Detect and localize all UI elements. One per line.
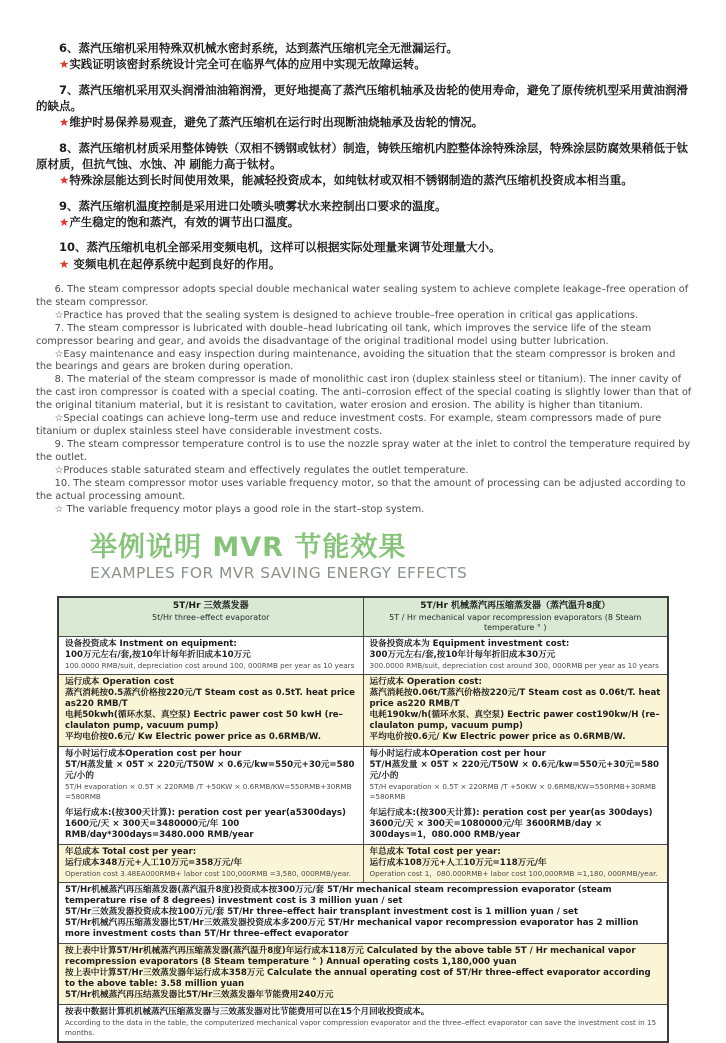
feature-text (36, 40, 692, 56)
star-icon: ★ (59, 115, 70, 130)
table-header-mvr (363, 597, 668, 637)
cn-feature-item-10 (36, 239, 692, 272)
star-icon: ★ (59, 57, 70, 72)
english-paragraph: 9. The steam compressor temperature control is to use the nozzle spray water at the inlet to control the temperature required by the outlet. (36, 439, 691, 463)
feature-main-text: 10、蒸汽压缩机电机全部采用变频电机，这样可以根据实际处理量来调节处理量大小。 (59, 240, 501, 255)
table-header-three-effect (58, 597, 363, 637)
section-heading (36, 533, 692, 583)
cell-line: 5T/Hr三效蒸发器投资成本按100万元/套 5T/Hr three–effect hair transplant investment cost is 1 million yuan / set (65, 907, 578, 918)
cell-line: 运行成本348万元+人工10万元=358万元/年 (65, 858, 243, 869)
feature-note-text: 实践证明该密封系统设计完全可在临界气体的应用中实现无故障运转。 (69, 57, 426, 72)
cell-line: 年运行成本:(按300天计算): peration cost per year(a5300days) (65, 808, 346, 819)
cell-line: 年总成本 Total cost per year: (65, 847, 197, 858)
cell-total-three-effect (58, 845, 363, 883)
cell-line: 3600元/天 × 300天=1080000元/年 3600RMB/day × 300days=1，080.000 RMB/year (369, 819, 603, 841)
cell-line: 电耗50kwh(循环水泵、真空泵) Eectric pawer cost 50 kwH (re–claulaton pump, vacuum pump) (65, 710, 343, 731)
feature-note (36, 172, 692, 188)
cell-line: 5T/H蒸发量 × 05T × 220元/T50W × 0.6元/kw=550元+30元=580元/小的 (65, 760, 355, 781)
feature-note (36, 214, 692, 230)
feature-text (36, 239, 692, 255)
row-payback-conclusion (58, 1005, 668, 1042)
cell-line: 100.0000 RMB/suit, depreciation cost around 100, 000RMB per year as 10 years (65, 661, 355, 671)
cell-line: 5T/H evaporation × 0.5T × 220RMB /T +50KW × 0.6RMB/KW=550RMB+30RMB =580RMB (369, 782, 656, 801)
cell-operation-three-effect (58, 675, 363, 747)
row-equipment-investment (58, 637, 668, 675)
cell-line: 设备投资成本为 Equipment investment cost: (369, 639, 570, 650)
cell-line: 每小时运行成本Operation cost per hour (369, 749, 546, 759)
english-paragraph: ☆Special coatings can achieve long–term use and reduce investment costs. For example, steam compressors made of pure titanium or duplex stainless steel have considerable investment costs. (36, 413, 662, 438)
feature-note-text: 特殊涂层能达到长时间使用效果，能减轻投资成本，如纯钛材或双相不锈钢制造的蒸汽压缩机投资成本相当重。 (69, 173, 633, 188)
header-en-text: 5t/Hr three–effect evaporator (152, 612, 270, 622)
header-cn-text: 5T/Hr 机械蒸汽再压缩蒸发器（蒸汽温升8度） (420, 600, 611, 611)
feature-main-text: 9、蒸汽压缩机温度控制是采用进口处喷头喷雾状水来控制出口要求的温度。 (59, 198, 447, 213)
english-paragraph: ☆Produces stable saturated steam and effectively regulates the outlet temperature. (54, 464, 469, 476)
feature-text (36, 140, 692, 173)
cell-line: 按上表中计算5T/Hr机械蒸汽再压缩蒸发器(蒸汽温升8度)年运行成本118万元 Calculated by the above table 5T / Hr mechanical vapor recompression evaporators (8 Steam temperature ° ) Annual operating costs 1,180,000 yuan (65, 946, 636, 968)
cell-line: Operation cost 3.48EA000RMB+ labor cost 100,000RMB =3,580, 000RMB/year. (65, 869, 351, 879)
cell-line: 按上表中计算5T/Hr三效蒸发器年运行成本358万元 Calculate the annual operating cost of 5T/Hr three–effect evaporator according to the above table: 3.58 million yuan (65, 968, 651, 990)
cell-total-mvr (363, 845, 668, 883)
feature-main-text: 7、蒸汽压缩机采用双头润滑油油箱润滑，更好地提高了蒸汽压缩机轴承及齿轮的使用寿命，避免了原传统机型采用黄油润滑的缺点。 (36, 82, 688, 113)
cell-line: 每小时运行成本Operation cost per hour (65, 749, 242, 759)
feature-note-text: 变频电机在起停系统中起到良好的作用。 (69, 256, 281, 271)
cell-payback-conclusion (58, 1005, 668, 1042)
row-operation-cost (58, 675, 668, 747)
english-paragraph: 7. The steam compressor is lubricated with double–head lubricating oil tank, which improves the service life of the steam compressor bearing and gear, and avoids the disadvantage of the original traditional model using butter lubrication. (36, 322, 652, 347)
cell-annual-cost-comparison (58, 944, 668, 1005)
header-cn-text: 5T/Hr 三效蒸发器 (172, 600, 249, 611)
table-header-row (58, 597, 668, 637)
cell-investment-comparison (58, 883, 668, 944)
cell-line: 5T/Hr机械蒸汽再压缩蒸发器(蒸汽温升8度)投资成本按300万元/套 5T/Hr mechanical steam recompression evaporator (steam temperature rise of 8 degrees) investment cost is 3 million yuan / set (65, 885, 612, 907)
feature-main-text: 8、蒸汽压缩机材质采用整体铸铁（双相不锈钢或钛材）制造，铸铁压缩机内腔整体涂特殊涂层，特殊涂层防腐效果稍低于钛原材质，但抗气蚀、水蚀、冲 刷能力高于钛材。 (36, 140, 688, 171)
feature-note-text: 维护时易保养易观查，避免了蒸汽压缩机在运行时出现断油烧轴承及齿轮的情况。 (69, 115, 484, 130)
english-paragraph: 10. The steam compressor motor uses variable frequency motor, so that the amount of processing can be adjusted according to the actual processing amount. (36, 477, 686, 502)
cn-feature-item-7 (36, 82, 692, 131)
cell-line: 运行成本 Operation cost: (369, 677, 482, 687)
cn-feature-item-9 (36, 198, 692, 231)
header-en-text: 5T / Hr mechanical vapor recompression evaporators (8 Steam temperature ° ) (389, 612, 642, 632)
cell-line: 运行成本 Operation cost (65, 677, 174, 687)
cell-line: 300万元左右/套,按10年计每年折旧成本30万元 (369, 650, 556, 661)
mvr-comparison-table (57, 596, 669, 1043)
cell-investment-three-effect (58, 637, 363, 675)
cell-hourly-mvr (363, 747, 668, 845)
feature-text (36, 198, 692, 214)
cell-line: 蒸汽消耗按0.06t/T蒸汽价格按220元/T Steam cost as 0.06t/T. heat price as220 RMB/T (369, 688, 661, 709)
star-icon: ★ (59, 256, 70, 271)
cell-hourly-three-effect (58, 747, 363, 845)
star-icon: ★ (59, 173, 70, 188)
cell-line: 5T/Hr机械汽再压缩蒸发器比5T/Hr三效蒸发器投资成本多200万元 5T/Hr mechanical vapor recompression evaporator has 2 million more investment costs than 5T/Hr three–effect evaporator (65, 918, 639, 940)
cell-line: 5T/Hr机械蒸汽再压结蒸发器比5T/Hr三效蒸发器年节能费用240万元 (65, 990, 334, 1001)
english-paragraph: 6. The steam compressor adopts special double mechanical water sealing system to achieve complete leakage–free operation of the steam compressor. (36, 283, 689, 308)
cell-line: 按表中数据计算机机械蒸汽压缩蒸发器与三效蒸发器对比节能费用可以在15个月回收投资成本。 (65, 1007, 430, 1018)
feature-note (36, 56, 692, 72)
feature-note (36, 256, 692, 272)
english-paragraph: 8. The material of the steam compressor is made of monolithic cast iron (duplex stainless steel or titanium). The inner cavity of the cast iron compressor is coated with a special coating. The anti–corrosion effect of the special coating is slightly lower than that of the original titanium material, but it is resistant to cavitation, water erosion and erosion. The ability is higher than titanium. (36, 374, 692, 412)
section-title-cn: 举例说明 MVR 节能效果 (90, 531, 407, 563)
cell-line: 年总成本 Total cost per year: (369, 847, 501, 858)
cell-line: 蒸汽消耗按0.5蒸汽价格按220元/T Steam cost as 0.5tT. heat price as220 RMB/T (65, 688, 355, 709)
cn-feature-item-6 (36, 40, 692, 73)
cell-investment-mvr (363, 637, 668, 675)
english-translation-block (36, 284, 692, 517)
cell-line: 5T/H蒸发量 × 05T × 220元/T50W × 0.6元/kw=550元+30元=580元/小的 (369, 760, 660, 781)
feature-note (36, 114, 692, 130)
cell-line: 设备投资成本 Instment on equipment: (65, 639, 237, 650)
english-paragraph: ☆Practice has proved that the sealing system is designed to achieve trouble–free operation in critical gas applications. (54, 309, 639, 321)
cell-line: Operation cost 1，080.000RMB+ labor cost 100,000RMB =1,180, 000RMB/year. (369, 869, 658, 879)
row-total-cost (58, 845, 668, 883)
row-annual-cost-comparison (58, 944, 668, 1005)
cell-line: 5T/H evaporation × 0.5T × 220RMB /T +50KW × 0.6RMB/KW=550RMB+30RMB =580RMB (65, 782, 352, 801)
row-hourly-and-yearly-cost (58, 747, 668, 845)
cell-line: 运行成本108万元+人工10万元=118万元/年 (369, 858, 547, 869)
row-investment-comparison (58, 883, 668, 944)
cn-feature-list (36, 40, 692, 272)
cell-line: 年运行成本:(按300天计算): peration cost per year(as 300days) (369, 808, 653, 819)
section-title-en: EXAMPLES FOR MVR SAVING ENERGY EFFECTS (90, 564, 468, 583)
cell-line: 电耗190kw/h(循环水泵、真空泵) Eectric pawer cost190kw/H (re–claulaton pump, vacuum pump) (369, 710, 660, 731)
star-icon: ★ (59, 214, 70, 229)
cell-line: 平均电价按0.6元/ Kw Electric power price as 0.6RMB/W. (65, 732, 321, 742)
feature-text (36, 82, 692, 115)
english-paragraph: ☆Easy maintenance and easy inspection during maintenance, avoiding the situation that the steam compressor is broken and the bearings and gears are broken during operation. (36, 348, 676, 373)
cell-line: 300.0000 RMB/suit, depreciation cost around 300, 000RMB per year as 10 years (369, 661, 659, 671)
cn-feature-item-8 (36, 140, 692, 189)
feature-note-text: 产生稳定的饱和蒸汽，有效的调节出口温度。 (69, 214, 300, 229)
feature-main-text: 6、蒸汽压缩机采用特殊双机械水密封系统，达到蒸汽压缩机完全无泄漏运行。 (59, 41, 458, 55)
english-paragraph: ☆ The variable frequency motor plays a good role in the start–stop system. (54, 503, 425, 515)
cell-line: 1600元/天 × 300天=3480000元/年 100 RMB/day*300days=3480.000 RMB/year (65, 819, 254, 841)
cell-line: 平均电价按0.6元/ Kw Electric power price as 0.6RMB/W. (369, 732, 626, 742)
cell-operation-mvr (363, 675, 668, 747)
cell-line: 100万元左右/套,按10年计每年折旧成本10万元 (65, 650, 251, 661)
cell-line: According to the data in the table, the computerized mechanical vapor compression evaporator and the three–effect evaporator can save the investment cost in 15 months. (65, 1018, 657, 1037)
